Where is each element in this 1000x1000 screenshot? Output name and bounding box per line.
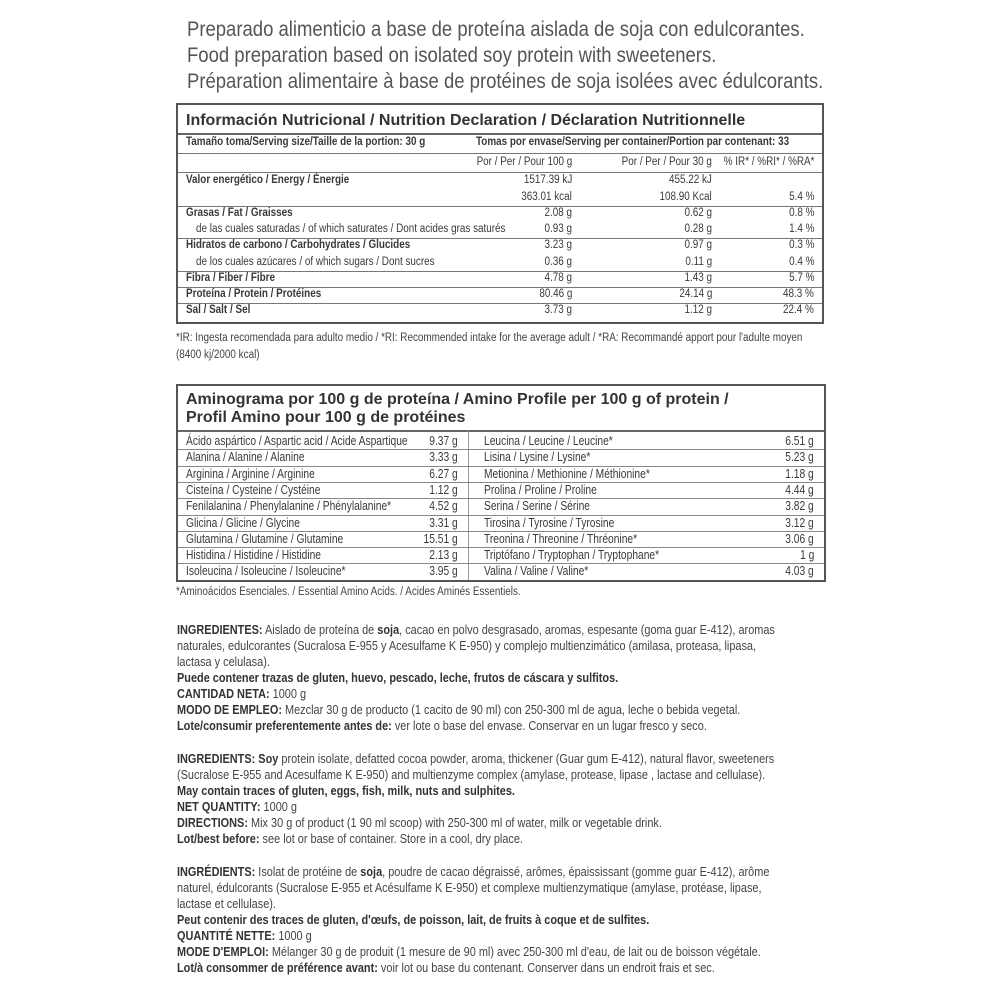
allergen-soy: soja [377,622,400,637]
amino-profile-table [176,384,826,582]
header-per-100g: Por / Per / Pour 100 g [476,156,572,168]
value-per-30g: 0.11 g [685,256,712,268]
amino-acid-name: Glicina / Glicine / Glycine [186,515,300,530]
ingredients-text: , cacao en polvo desgrasado, aromas, espesante (goma guar E-412), aromas [399,622,775,637]
amino-acid-name: Cisteína / Cysteine / Cystéine [186,482,321,497]
product-description [187,16,987,94]
amino-acid-value: 4.44 g [785,482,814,497]
value-per-30g: 0.28 g [684,223,712,235]
traces-warning: May contain traces of gluten, eggs, fish, milk, nuts and sulphites. [177,783,515,798]
description-fr: Préparation alimentaire à base de protéines de soja isolées avec édulcorants. [187,69,824,93]
header-percent-ri: % IR* / %RI* / %RA* [723,156,814,168]
amino-acid-value: 3.12 g [785,515,814,530]
amino-acid-value: 3.82 g [785,499,814,514]
amino-title-line: Aminograma por 100 g de proteína / Amino Profile per 100 g of protein / [186,391,729,408]
amino-acid-value: 15.51 g [423,531,458,546]
ingredients-text: (Sucralose E-955 and Acesulfame K E-950) and multienzyme complex (amylase, protease, lipase , lactase and cellulase). [177,767,766,782]
amino-acid-value: 2.13 g [429,548,458,563]
value-per-100g: 4.78 g [544,272,572,284]
directions-label: DIRECTIONS: [177,815,248,830]
value-per-30g: 108.90 Kcal [659,191,712,203]
net-quantity-label: CANTIDAD NETA: [177,686,270,701]
ingredients-es [177,622,837,734]
value-per-100g: 363.01 kcal [521,191,572,203]
value-per-30g: 24.14 g [678,288,712,300]
amino-acid-name: Prolina / Proline / Proline [484,482,597,497]
directions-label: MODE D'EMPLOI: [177,944,269,959]
nutrient-label: de las cuales saturadas / of which saturates / Dont acides gras saturés [196,223,506,235]
amino-acid-name: Alanina / Alanine / Alanine [186,450,305,465]
net-quantity: 1000 g [260,799,297,814]
amino-acid-name: Leucina / Leucine / Leucine* [484,434,613,448]
ingredients-label: INGREDIENTES: [177,622,263,637]
serving-size: Tamaño toma/Serving size/Taille de la portion: 30 g [186,136,426,148]
lot-text: ver lote o base del envase. Conservar en un lugar fresco y seco. [391,718,707,733]
description-es: Preparado alimenticio a base de proteína aislada de soja con edulcorantes. [187,17,805,41]
amino-acid-value: 3.06 g [785,531,814,546]
amino-acid-value: 3.33 g [429,450,458,465]
amino-acid-value: 1.12 g [429,482,458,497]
nutrient-label: Valor energético / Energy / Énergie [186,174,350,186]
amino-acid-value: 3.95 g [429,564,458,579]
amino-acid-value: 3.31 g [429,515,458,530]
amino-acid-name: Ácido aspártico / Aspartic acid / Acide Aspartique [186,434,408,448]
header-per-30g: Por / Per / Pour 30 g [621,156,712,168]
amino-title [186,391,729,427]
lot-label: Lot/best before: [177,831,260,846]
amino-title-line: Profil Amino pour 100 g de protéines [186,409,466,426]
value-per-30g: 0.97 g [684,239,712,251]
ingredients-label: INGREDIENTS: [177,751,256,766]
nutrient-label: Grasas / Fat / Graisses [186,207,293,219]
ingredients-text: protein isolate, defatted cocoa powder, aroma, thickener (Guar gum E-412), natural flavor, sweeteners [278,751,775,766]
directions-text: Mix 30 g of product (1 90 ml scoop) with 250-300 ml of water, milk or vegetable drink. [247,815,662,830]
value-per-100g: 2.08 g [544,207,572,219]
amino-acid-name: Arginina / Arginine / Arginine [186,466,315,481]
amino-acid-name: Serina / Serine / Sérine [484,499,590,514]
traces-warning: Puede contener trazas de gluten, huevo, pescado, leche, frutos de cáscara y sulfitos. [177,670,619,685]
ingredients-en [177,751,837,847]
amino-acid-value: 9.37 g [429,434,458,448]
ingredients-text: Isolat de protéine de [255,864,361,879]
servings-per-container: Tomas por envase/Serving per container/Portion par contenant: 33 [476,136,790,148]
amino-acid-name: Lisina / Lysine / Lysine* [484,450,591,465]
amino-acid-name: Triptófano / Tryptophan / Tryptophane* [484,548,660,563]
nutrient-label: de los cuales azúcares / of which sugars / Dont sucres [196,256,435,268]
directions-text: Mezclar 30 g de producto (1 cacito de 90 ml) con 250-300 ml de agua, leche o bebida vegetal. [281,702,741,717]
net-quantity-label: QUANTITÉ NETTE: [177,928,276,943]
value-per-100g: 1517.39 kJ [523,174,572,186]
lot-text: voir lot ou base du contenant. Conserver dans un endroit frais et sec. [377,960,715,975]
amino-acid-name: Metionina / Methionine / Méthionine* [484,466,650,481]
nutrient-label: Hidratos de carbono / Carbohydrates / Glucides [186,239,411,251]
percent-ri: 22.4 % [783,304,814,316]
percent-ri: 5.7 % [788,272,814,284]
footnote-line: *IR: Ingesta recomendada para adulto medio / *RI: Recommended intake for the average adult / *RA: Recommandé apport pour l'adulte moyen [176,332,803,344]
ingredients-text: , poudre de cacao dégraissé, arômes, épaississant (gomme guar E-412), arôme [382,864,770,879]
ingredients-label: INGRÉDIENTS: [177,864,256,879]
amino-acid-name: Valina / Valine / Valine* [484,564,589,579]
allergen-soy: soja [360,864,383,879]
net-quantity: 1000 g [275,928,312,943]
amino-acid-value: 4.52 g [429,499,458,514]
nutrient-label: Sal / Salt / Sel [186,304,251,316]
nutrition-title: Información Nutricional / Nutrition Declaration / Déclaration Nutritionnelle [186,112,746,129]
amino-acid-value: 1 g [799,548,814,563]
directions-label: MODO DE EMPLEO: [177,702,282,717]
value-per-100g: 0.36 g [544,256,572,268]
nutrition-table [176,103,824,324]
nutrient-label: Proteína / Protein / Protéines [186,288,322,300]
percent-ri: 0.4 % [788,256,814,268]
ingredients-text: naturales, edulcorantes (Sucralosa E-955 y Acesulfame K E-950) y complejo multienzimático (amilasa, proteasa, lipasa, [177,638,757,653]
amino-acid-value: 5.23 g [785,450,814,465]
ingredients-text: Aislado de proteína de [262,622,378,637]
value-per-30g: 455.22 kJ [669,174,712,186]
amino-acid-name: Fenilalanina / Phenylalanine / Phénylalanine* [186,499,392,514]
amino-acid-name: Tirosina / Tyrosine / Tyrosine [484,515,615,530]
ingredients-fr [177,864,837,976]
amino-acid-name: Histidina / Histidine / Histidine [186,548,322,563]
amino-acid-name: Treonina / Threonine / Thréonine* [484,531,638,546]
amino-acid-name: Glutamina / Glutamine / Glutamine [186,531,344,546]
amino-acid-value: 4.03 g [785,564,814,579]
lot-text: see lot or base of container. Store in a cool, dry place. [259,831,523,846]
directions-text: Mélanger 30 g de produit (1 mesure de 90 ml) avec 250-300 ml d'eau, de lait ou de boisson végétale. [268,944,761,959]
amino-acid-value: 1.18 g [785,466,814,481]
nutrient-label: Fibra / Fiber / Fibre [186,272,276,284]
percent-ri: 5.4 % [788,191,814,203]
traces-warning: Peut contenir des traces de gluten, d'œufs, de poisson, lait, de fruits à coque et de sulfites. [177,912,650,927]
lot-label: Lot/à consommer de préférence avant: [177,960,378,975]
percent-ri: 0.8 % [788,207,814,219]
lot-label: Lote/consumir preferentemente antes de: [177,718,392,733]
allergen-soy: Soy [255,751,279,766]
value-per-30g: 1.43 g [684,272,712,284]
value-per-100g: 3.23 g [544,239,572,251]
value-per-100g: 0.93 g [544,223,572,235]
ingredients-text: lactasa y celulasa). [177,654,270,669]
amino-acid-value: 6.27 g [429,466,458,481]
ingredients-text: naturel, édulcorants (Sucralose E-955 et Acésulfame K E-950) et complexe multienzymatique (amylase, protéase, lipase, [177,880,762,895]
percent-ri: 0.3 % [788,239,814,251]
ingredients-text: lactase et cellulase). [177,896,276,911]
net-quantity: 1000 g [269,686,307,701]
value-per-100g: 3.73 g [544,304,572,316]
percent-ri: 48.3 % [783,288,814,300]
nutrition-footnote [176,330,836,364]
net-quantity-label: NET QUANTITY: [177,799,261,814]
amino-acid-value: 6.51 g [785,434,814,448]
value-per-30g: 0.62 g [684,207,712,219]
amino-footnote: *Aminoácidos Esenciales. / Essential Amino Acids. / Acides Aminés Essentiels. [176,586,521,598]
value-per-100g: 80.46 g [538,288,572,300]
description-en: Food preparation based on isolated soy protein with sweeteners. [187,43,717,67]
footnote-line: (8400 kj/2000 kcal) [176,349,260,361]
amino-acid-name: Isoleucina / Isoleucine / Isoleucine* [186,564,346,579]
percent-ri: 1.4 % [788,223,814,235]
value-per-30g: 1.12 g [684,304,712,316]
